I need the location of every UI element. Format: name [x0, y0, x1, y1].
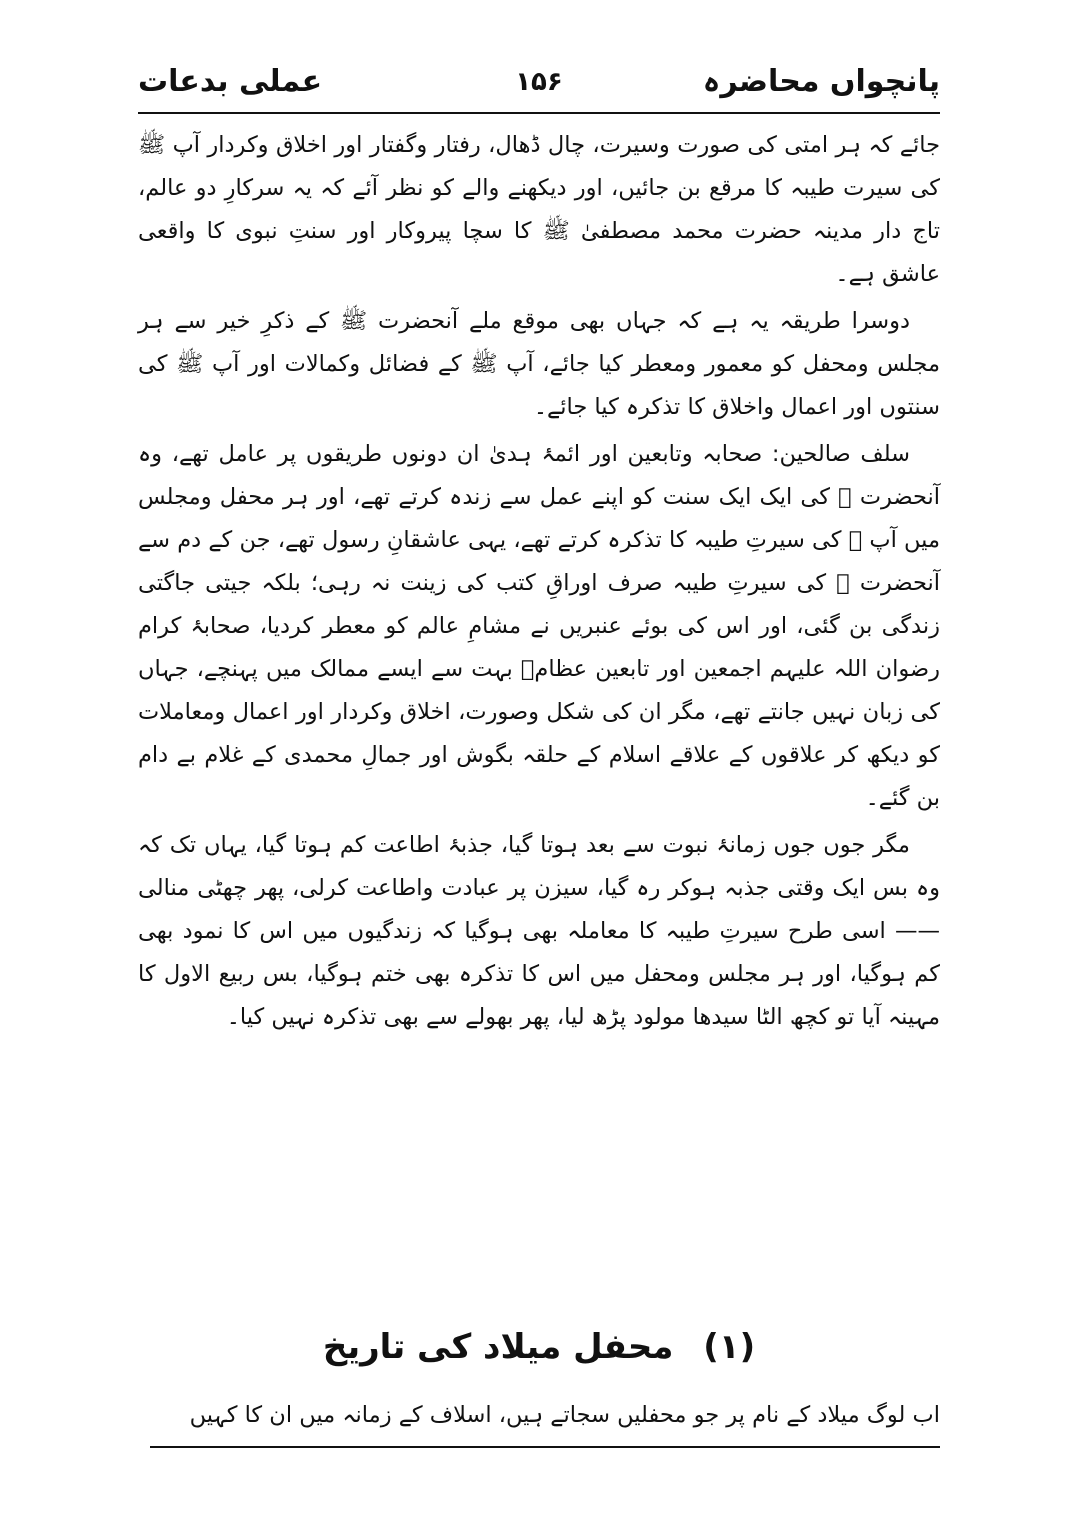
page-header — [138, 60, 940, 110]
section-number: (۱) — [703, 1327, 756, 1367]
main-text — [138, 124, 940, 1043]
header-divider — [138, 112, 940, 114]
lecture-title: پانچواں محاضرہ — [702, 64, 940, 99]
page-number: ۱۵۶ — [515, 67, 563, 97]
book-section-title: عملی بدعات — [138, 64, 323, 99]
section-heading — [138, 1322, 940, 1372]
footer-divider — [150, 1446, 940, 1448]
paragraph-1: جائے کہ ہر امتی کی صورت وسیرت، چال ڈھال، رفتار وگفتار اور اخلاق وکردار آپ ﷺ کی سیرت طیبہ کا مرقع بن جائیں، اور دیکھنے والے کو نظر آئے کہ یہ سرکارِ دو عالم، تاج دار مدینہ حضرت محمد مصطفیٰ ﷺ کا سچا پیروکار اور سنتِ نبوی کا واقعی عاشق ہے۔ — [138, 132, 940, 287]
paragraph-3: سلف صالحین: صحابہ وتابعین اور ائمۂ ہدیٰ ان دونوں طریقوں پر عامل تھے، وہ آنحضرت ﷺ کی ایک ایک سنت کو اپنے عمل سے زندہ کرتے تھے، اور ہر محفل ومجلس میں آپ ﷺ کی سیرتِ طیبہ کا تذکرہ کرتے تھے، یہی عاشقانِ رسول تھے، جن کے دم سے آنحضرت ﷺ کی سیرتِ طیبہ صرف اوراقِ کتب کی زینت نہ رہی؛ بلکہ جیتی جاگتی زندگی بن گئی، اور اس کی بوئے عنبریں نے مشامِ عالم کو معطر کردیا، صحابۂ کرام رضوان اللہ علیہم اجمعین اور تابعین عظامؒ بہت سے ایسے ممالک میں پہنچے، جہاں کی زبان نہیں جانتے تھے، مگر ان کی شکل وصورت، اخلاق وکردار اور اعمال ومعاملات کو دیکھ کر علاقوں کے علاقے اسلام کے حلقہ بگوش اور جمالِ محمدی کے غلام بے دام بن گئے۔ — [138, 441, 940, 811]
closing-line: اب لوگ میلاد کے نام پر جو محفلیں سجاتے ہیں، اسلاف کے زمانہ میں ان کا کہیں — [189, 1402, 940, 1428]
section-title-text: محفل میلاد کی تاریخ — [322, 1327, 674, 1367]
paragraph-2: دوسرا طریقہ یہ ہے کہ جہاں بھی موقع ملے آنحضرت ﷺ کے ذکرِ خیر سے ہر مجلس ومحفل کو معمور ومعطر کیا جائے، آپ ﷺ کے فضائل وکمالات اور آپ ﷺ کی سنتوں اور اعمال واخلاق کا تذکرہ کیا جائے۔ — [138, 308, 940, 420]
paragraph-4: مگر جوں جوں زمانۂ نبوت سے بعد ہوتا گیا، جذبۂ اطاعت کم ہوتا گیا، یہاں تک کہ وہ بس ایک وقتی جذبہ ہوکر رہ گیا، سیزن پر عبادت واطاعت کرلی، پھر چھٹی منالی —— اسی طرح سیرتِ طیبہ کا معاملہ بھی ہوگیا کہ زندگیوں میں اس کا نمود بھی کم ہوگیا، اور ہر مجلس ومحفل میں اس کا تذکرہ بھی ختم ہوگیا، بس ربیع الاول کا مہینہ آیا تو کچھ الٹا سیدھا مولود پڑھ لیا، پھر بھولے سے بھی تذکرہ نہیں کیا۔ — [138, 832, 940, 1030]
